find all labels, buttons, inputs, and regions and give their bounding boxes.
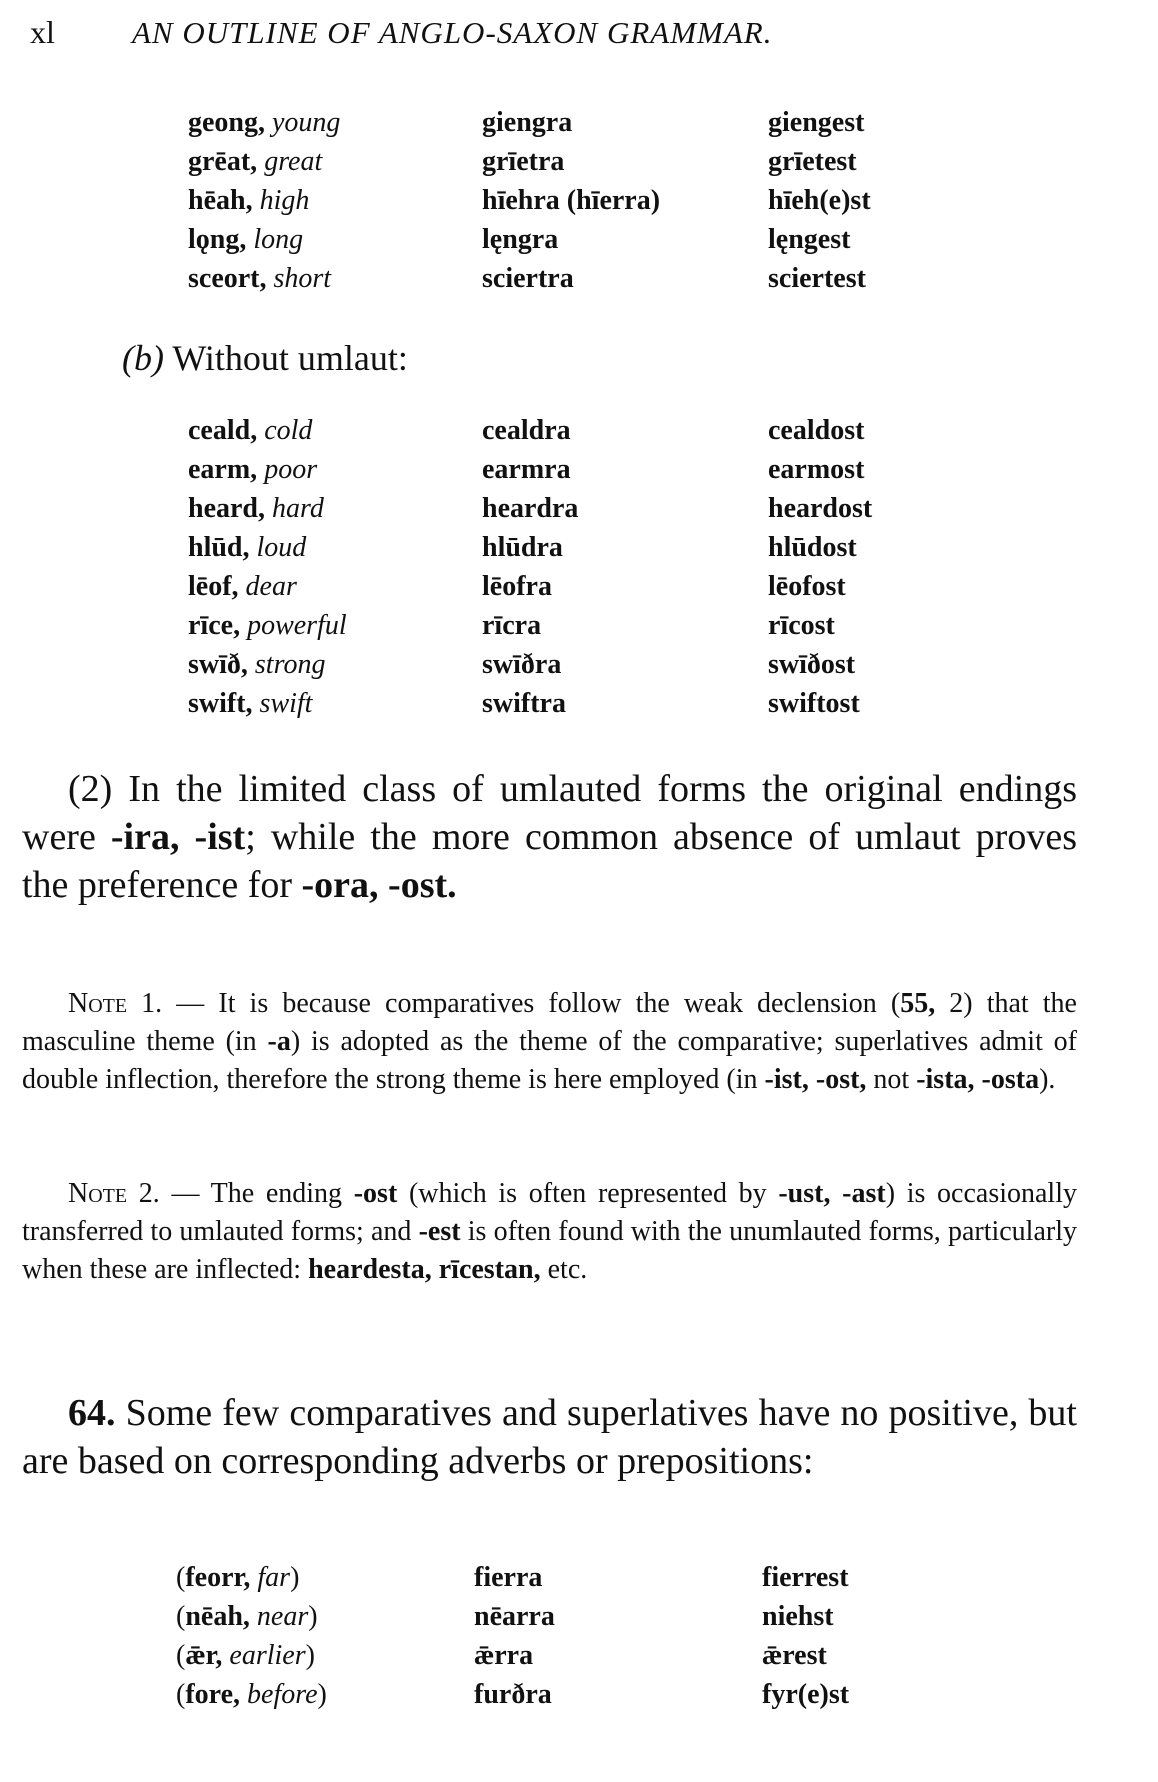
superlative-form: fierrest (762, 1562, 849, 1593)
gloss: before (247, 1679, 318, 1710)
bold-ending: -a (267, 1026, 291, 1057)
bold-ending: -est (418, 1216, 461, 1247)
comparative-form: furðra (474, 1679, 552, 1710)
comparative-form: grīetra (482, 146, 565, 177)
section-64 (22, 1389, 1077, 1485)
bold-ending: -ista, -osta (916, 1064, 1040, 1095)
text-run: etc. (540, 1254, 588, 1285)
text-run: 2) that the masculine theme (in (22, 988, 1077, 1057)
paren: ) (290, 1562, 300, 1593)
positive-form: feorr, (185, 1562, 251, 1593)
text-run: is often found with the unumlauted forms, particularly when these are inflected: (22, 1216, 1077, 1285)
gloss: hard (272, 493, 324, 524)
positive-form: grēat, (188, 146, 258, 177)
note-label: Note 2. (68, 1178, 160, 1209)
comparative-form: swīðra (482, 649, 562, 680)
superlative-form: giengest (768, 107, 865, 138)
page-number: xl (30, 14, 55, 50)
positive-form: hēah, (188, 185, 253, 216)
superlative-form: swīðost (768, 649, 856, 680)
gloss: earlier (229, 1640, 306, 1671)
comparative-form: lęngra (482, 224, 559, 255)
superlative-form: cealdost (768, 415, 865, 446)
positive-form: hlūd, (188, 532, 250, 563)
comparative-form: nēarra (474, 1601, 555, 1632)
bold-ending: -ust, -ast (778, 1178, 886, 1209)
bold-ending: -ora, -ost. (301, 864, 457, 906)
paren: ) (308, 1601, 318, 1632)
superlative-form: ǣrest (762, 1640, 827, 1671)
positive-form: ceald, (188, 415, 258, 446)
note-label: Note 1. (68, 988, 163, 1019)
comparative-form: fierra (474, 1562, 543, 1593)
positive-form: lǫng, (188, 224, 247, 255)
bold-ending: -ost (353, 1178, 398, 1209)
bold-example: heardesta, rīcestan, (308, 1254, 541, 1285)
comparative-form: lēofra (482, 571, 552, 602)
note-1 (22, 985, 1077, 1099)
running-title: AN OUTLINE OF ANGLO-SAXON GRAMMAR. (132, 15, 773, 50)
superlative-form: hlūdost (768, 532, 857, 563)
comparative-form: swiftra (482, 688, 566, 719)
superlative-form: niehst (762, 1601, 834, 1632)
paren: ( (176, 1562, 186, 1593)
gloss: strong (254, 649, 326, 680)
gloss: loud (256, 532, 307, 563)
comparative-form: giengra (482, 107, 573, 138)
text-run: ) is adopted as the theme of the comparative; superlatives admit of double inflection, therefore the strong theme is here employed (in (22, 1026, 1077, 1095)
positive-form: heard, (188, 493, 265, 524)
superlative-form: earmost (768, 454, 865, 485)
positive-form: nēah, (185, 1601, 250, 1632)
positive-form: swift, (188, 688, 253, 719)
comparative-form: ǣrra (474, 1640, 534, 1671)
paragraph-2 (22, 765, 1077, 909)
positive-form: rīce, (188, 610, 241, 641)
positive-form: ǣr, (185, 1640, 223, 1671)
positive-form: sceort, (188, 263, 267, 294)
comparative-form: sciertra (482, 263, 574, 294)
subheading-marker: (b) (122, 338, 164, 378)
superlative-form: grīetest (768, 146, 857, 177)
gloss: dear (245, 571, 297, 602)
section-number: 64. (68, 1392, 116, 1434)
text-run: — The ending (159, 1178, 354, 1209)
positive-form: geong, (188, 107, 265, 138)
gloss: great (264, 146, 323, 177)
comparative-form: heardra (482, 493, 579, 524)
subheading-text: Without umlaut: (172, 338, 408, 378)
comparative-form: earmra (482, 454, 571, 485)
paren: ( (176, 1640, 186, 1671)
bold-ending: -ist, -ost, (764, 1064, 867, 1095)
text-run: not (866, 1064, 917, 1095)
paren: ) (305, 1640, 315, 1671)
text-run: ; while the more common absence of umlaut proves the preference for (22, 816, 1077, 906)
gloss: swift (259, 688, 313, 719)
gloss: near (256, 1601, 309, 1632)
superlative-form: lęngest (768, 224, 851, 255)
gloss: far (257, 1562, 291, 1593)
text-run: ). (1039, 1064, 1056, 1095)
superlative-form: swiftost (768, 688, 860, 719)
positive-form: earm, (188, 454, 258, 485)
gloss: cold (264, 415, 313, 446)
gloss: young (272, 107, 341, 138)
superlative-form: heardost (768, 493, 873, 524)
comparative-form: cealdra (482, 415, 571, 446)
comparative-form: hīehra (hīerra) (482, 185, 661, 216)
text-run: ) is occasionally transferred to umlauted forms; and (22, 1178, 1077, 1247)
bold-ending: -ira, -ist (110, 816, 246, 858)
positive-form: swīð, (188, 649, 248, 680)
superlative-form: hīeh(e)st (768, 185, 871, 216)
superlative-form: lēofost (768, 571, 846, 602)
comparative-form: hlūdra (482, 532, 563, 563)
text-run: (2) In the limited class of umlauted forms the original endings were (22, 768, 1077, 858)
gloss: long (253, 224, 304, 255)
note-2 (22, 1175, 1077, 1289)
text-run: — It is because comparatives follow the weak declension ( (162, 988, 901, 1019)
paren: ( (176, 1679, 186, 1710)
positive-form: fore, (185, 1679, 241, 1710)
text-run: (which is often represented by (397, 1178, 779, 1209)
comparative-form: rīcra (482, 610, 542, 641)
superlative-form: rīcost (768, 610, 835, 641)
paren: ) (317, 1679, 327, 1710)
superlative-form: sciertest (768, 263, 866, 294)
paren: ( (176, 1601, 186, 1632)
running-header (30, 14, 772, 64)
superlative-form: fyr(e)st (762, 1679, 850, 1710)
section-text: Some few comparatives and superlatives have no positive, but are based on corresponding adverbs or prepositions: (22, 1392, 1077, 1482)
positive-form: lēof, (188, 571, 239, 602)
bold-ref: 55, (900, 988, 936, 1019)
subheading (122, 337, 408, 379)
gloss: poor (264, 454, 318, 485)
gloss: high (259, 185, 310, 216)
gloss: powerful (247, 610, 347, 641)
gloss: short (273, 263, 332, 294)
